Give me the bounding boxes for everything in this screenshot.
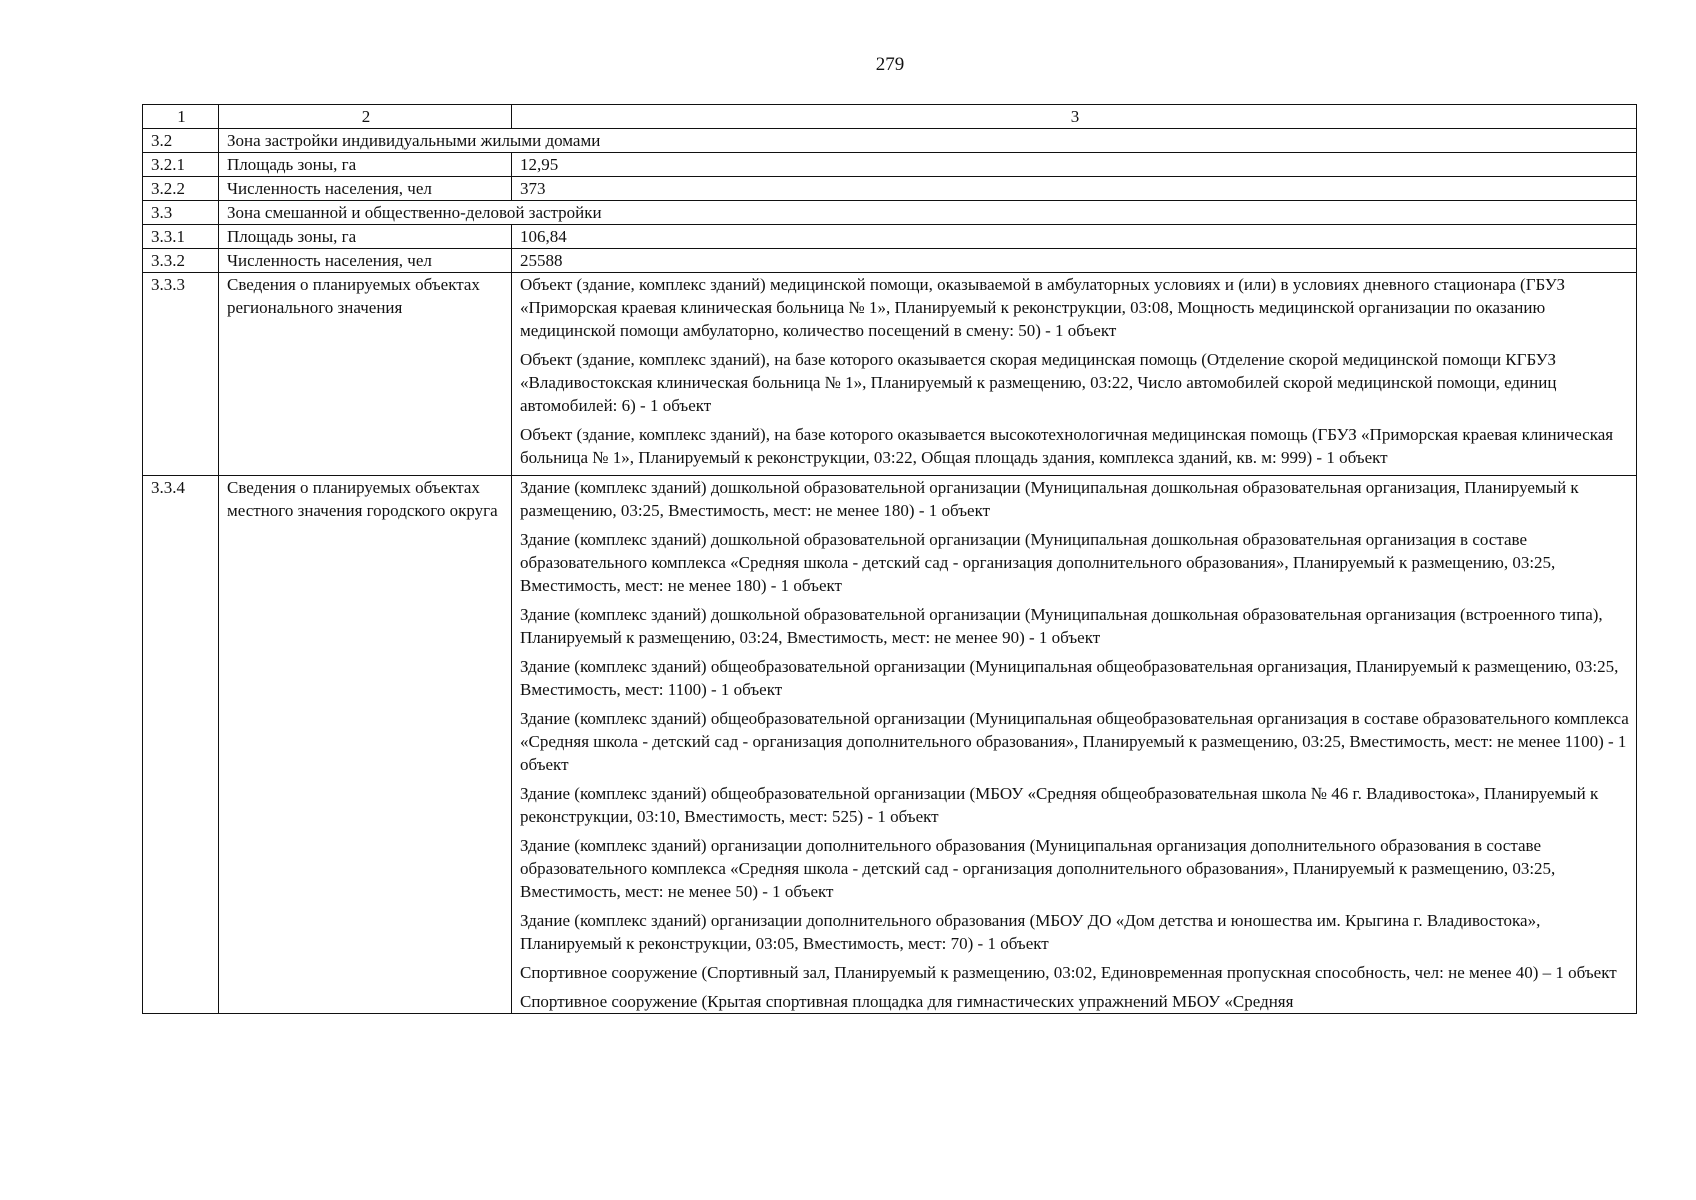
row-number: 3.2.2 — [143, 177, 219, 201]
row-label: Площадь зоны, га — [219, 225, 512, 249]
list-item: Здание (комплекс зданий) общеобразовательной организации (МБОУ «Средняя общеобразовательная школа № 46 г. Владивостока», Планируемый к реконструкции, 03:10, Вместимость, мест: 525) - 1 объект — [520, 784, 1599, 826]
column-header-2: 2 — [219, 105, 512, 129]
list-item: Здание (комплекс зданий) общеобразовательной организации (Муниципальная общеобразовательная организация, Планируемый к размещению, 03:25, Вместимость, мест: 1100) - 1 объект — [520, 657, 1619, 699]
list-item: Здание (комплекс зданий) организации дополнительного образования (Муниципальная организация дополнительного образования в составе образовательного комплекса «Средняя школа - детский сад - организация дополнительного образования», Планируемый к размещению, 03:25, Вместимость, мест: не менее 50) - 1 объект — [520, 836, 1556, 901]
row-label: Численность населения, чел — [219, 177, 512, 201]
table-row — [143, 129, 1637, 153]
row-number: 3.3.2 — [143, 249, 219, 273]
table-header-row — [143, 105, 1637, 129]
row-label: Сведения о планируемых объектах местного значения городского округа — [219, 476, 512, 1014]
zone-title: Зона застройки индивидуальными жилыми домами — [219, 129, 1637, 153]
objects-list — [512, 476, 1637, 1014]
table-row — [143, 177, 1637, 201]
table-row — [143, 225, 1637, 249]
row-value: 373 — [512, 177, 1637, 201]
table-row — [143, 273, 1637, 476]
list-item: Спортивное сооружение (Крытая спортивная площадка для гимнастических упражнений МБОУ «Средняя — [520, 992, 1294, 1011]
column-header-3: 3 — [512, 105, 1637, 129]
row-number: 3.2.1 — [143, 153, 219, 177]
row-number: 3.2 — [143, 129, 219, 153]
list-item: Объект (здание, комплекс зданий), на базе которого оказывается скорая медицинская помощь (Отделение скорой медицинской помощи КГБУЗ «Владивостокская клиническая больница № 1», Планируемый к размещению, 03:22, Число автомобилей скорой медицинской помощи, единиц автомобилей: 6) - 1 объект — [520, 350, 1557, 415]
column-header-1: 1 — [143, 105, 219, 129]
row-number: 3.3 — [143, 201, 219, 225]
row-label: Численность населения, чел — [219, 249, 512, 273]
list-item: Здание (комплекс зданий) общеобразовательной организации (Муниципальная общеобразовательная организация в составе образовательного комплекса «Средняя школа - детский сад - организация дополнительного образования», Планируемый к размещению, 03:25, Вместимость, мест: не менее 1100) - 1 объект — [520, 709, 1629, 774]
row-value: 25588 — [512, 249, 1637, 273]
objects-list — [512, 273, 1637, 476]
list-item: Здание (комплекс зданий) дошкольной образовательной организации (Муниципальная дошкольная образовательная организация (встроенного типа), Планируемый к размещению, 03:24, Вместимость, мест: не менее 90) - 1 объект — [520, 605, 1603, 647]
planning-table — [142, 104, 1637, 1014]
row-value: 12,95 — [512, 153, 1637, 177]
page-number: 279 — [875, 54, 905, 75]
row-number: 3.3.3 — [143, 273, 219, 476]
row-label: Сведения о планируемых объектах регионального значения — [219, 273, 512, 476]
row-number: 3.3.4 — [143, 476, 219, 1014]
row-number: 3.3.1 — [143, 225, 219, 249]
row-value: 106,84 — [512, 225, 1637, 249]
list-item: Здание (комплекс зданий) дошкольной образовательной организации (Муниципальная дошкольная образовательная организация, Планируемый к размещению, 03:25, Вместимость, мест: не менее 180) - 1 объект — [520, 478, 1579, 520]
table-row — [143, 249, 1637, 273]
list-item: Здание (комплекс зданий) организации дополнительного образования (МБОУ ДО «Дом детства и юношества им. Крыгина г. Владивостока», Планируемый к реконструкции, 03:05, Вместимость, мест: 70) - 1 объект — [520, 911, 1541, 953]
row-label: Площадь зоны, га — [219, 153, 512, 177]
table-row — [143, 153, 1637, 177]
table-row — [143, 201, 1637, 225]
list-item: Спортивное сооружение (Спортивный зал, Планируемый к размещению, 03:02, Единовременная пропускная способность, чел: не менее 40) – 1 объект — [520, 963, 1617, 982]
table-row — [143, 476, 1637, 1014]
list-item: Здание (комплекс зданий) дошкольной образовательной организации (Муниципальная дошкольная образовательная организация в составе образовательного комплекса «Средняя школа - детский сад - организация дополнительного образования», Планируемый к размещению, 03:25, Вместимость, мест: не менее 180) - 1 объект — [520, 530, 1556, 595]
list-item: Объект (здание, комплекс зданий) медицинской помощи, оказываемой в амбулаторных условиях и (или) в условиях дневного стационара (ГБУЗ «Приморская краевая клиническая больница № 1», Планируемый к реконструкции, 03:08, Мощность медицинской организации по оказанию медицинской помощи амбулаторно, количество посещений в смену: 50) - 1 объект — [520, 275, 1566, 340]
list-item: Объект (здание, комплекс зданий), на базе которого оказывается высокотехнологичная медицинская помощь (ГБУЗ «Приморская краевая клиническая больница № 1», Планируемый к реконструкции, 03:22, Общая площадь здания, комплекса зданий, кв. м: 999) - 1 объект — [520, 425, 1614, 467]
zone-title: Зона смешанной и общественно-деловой застройки — [219, 201, 1637, 225]
